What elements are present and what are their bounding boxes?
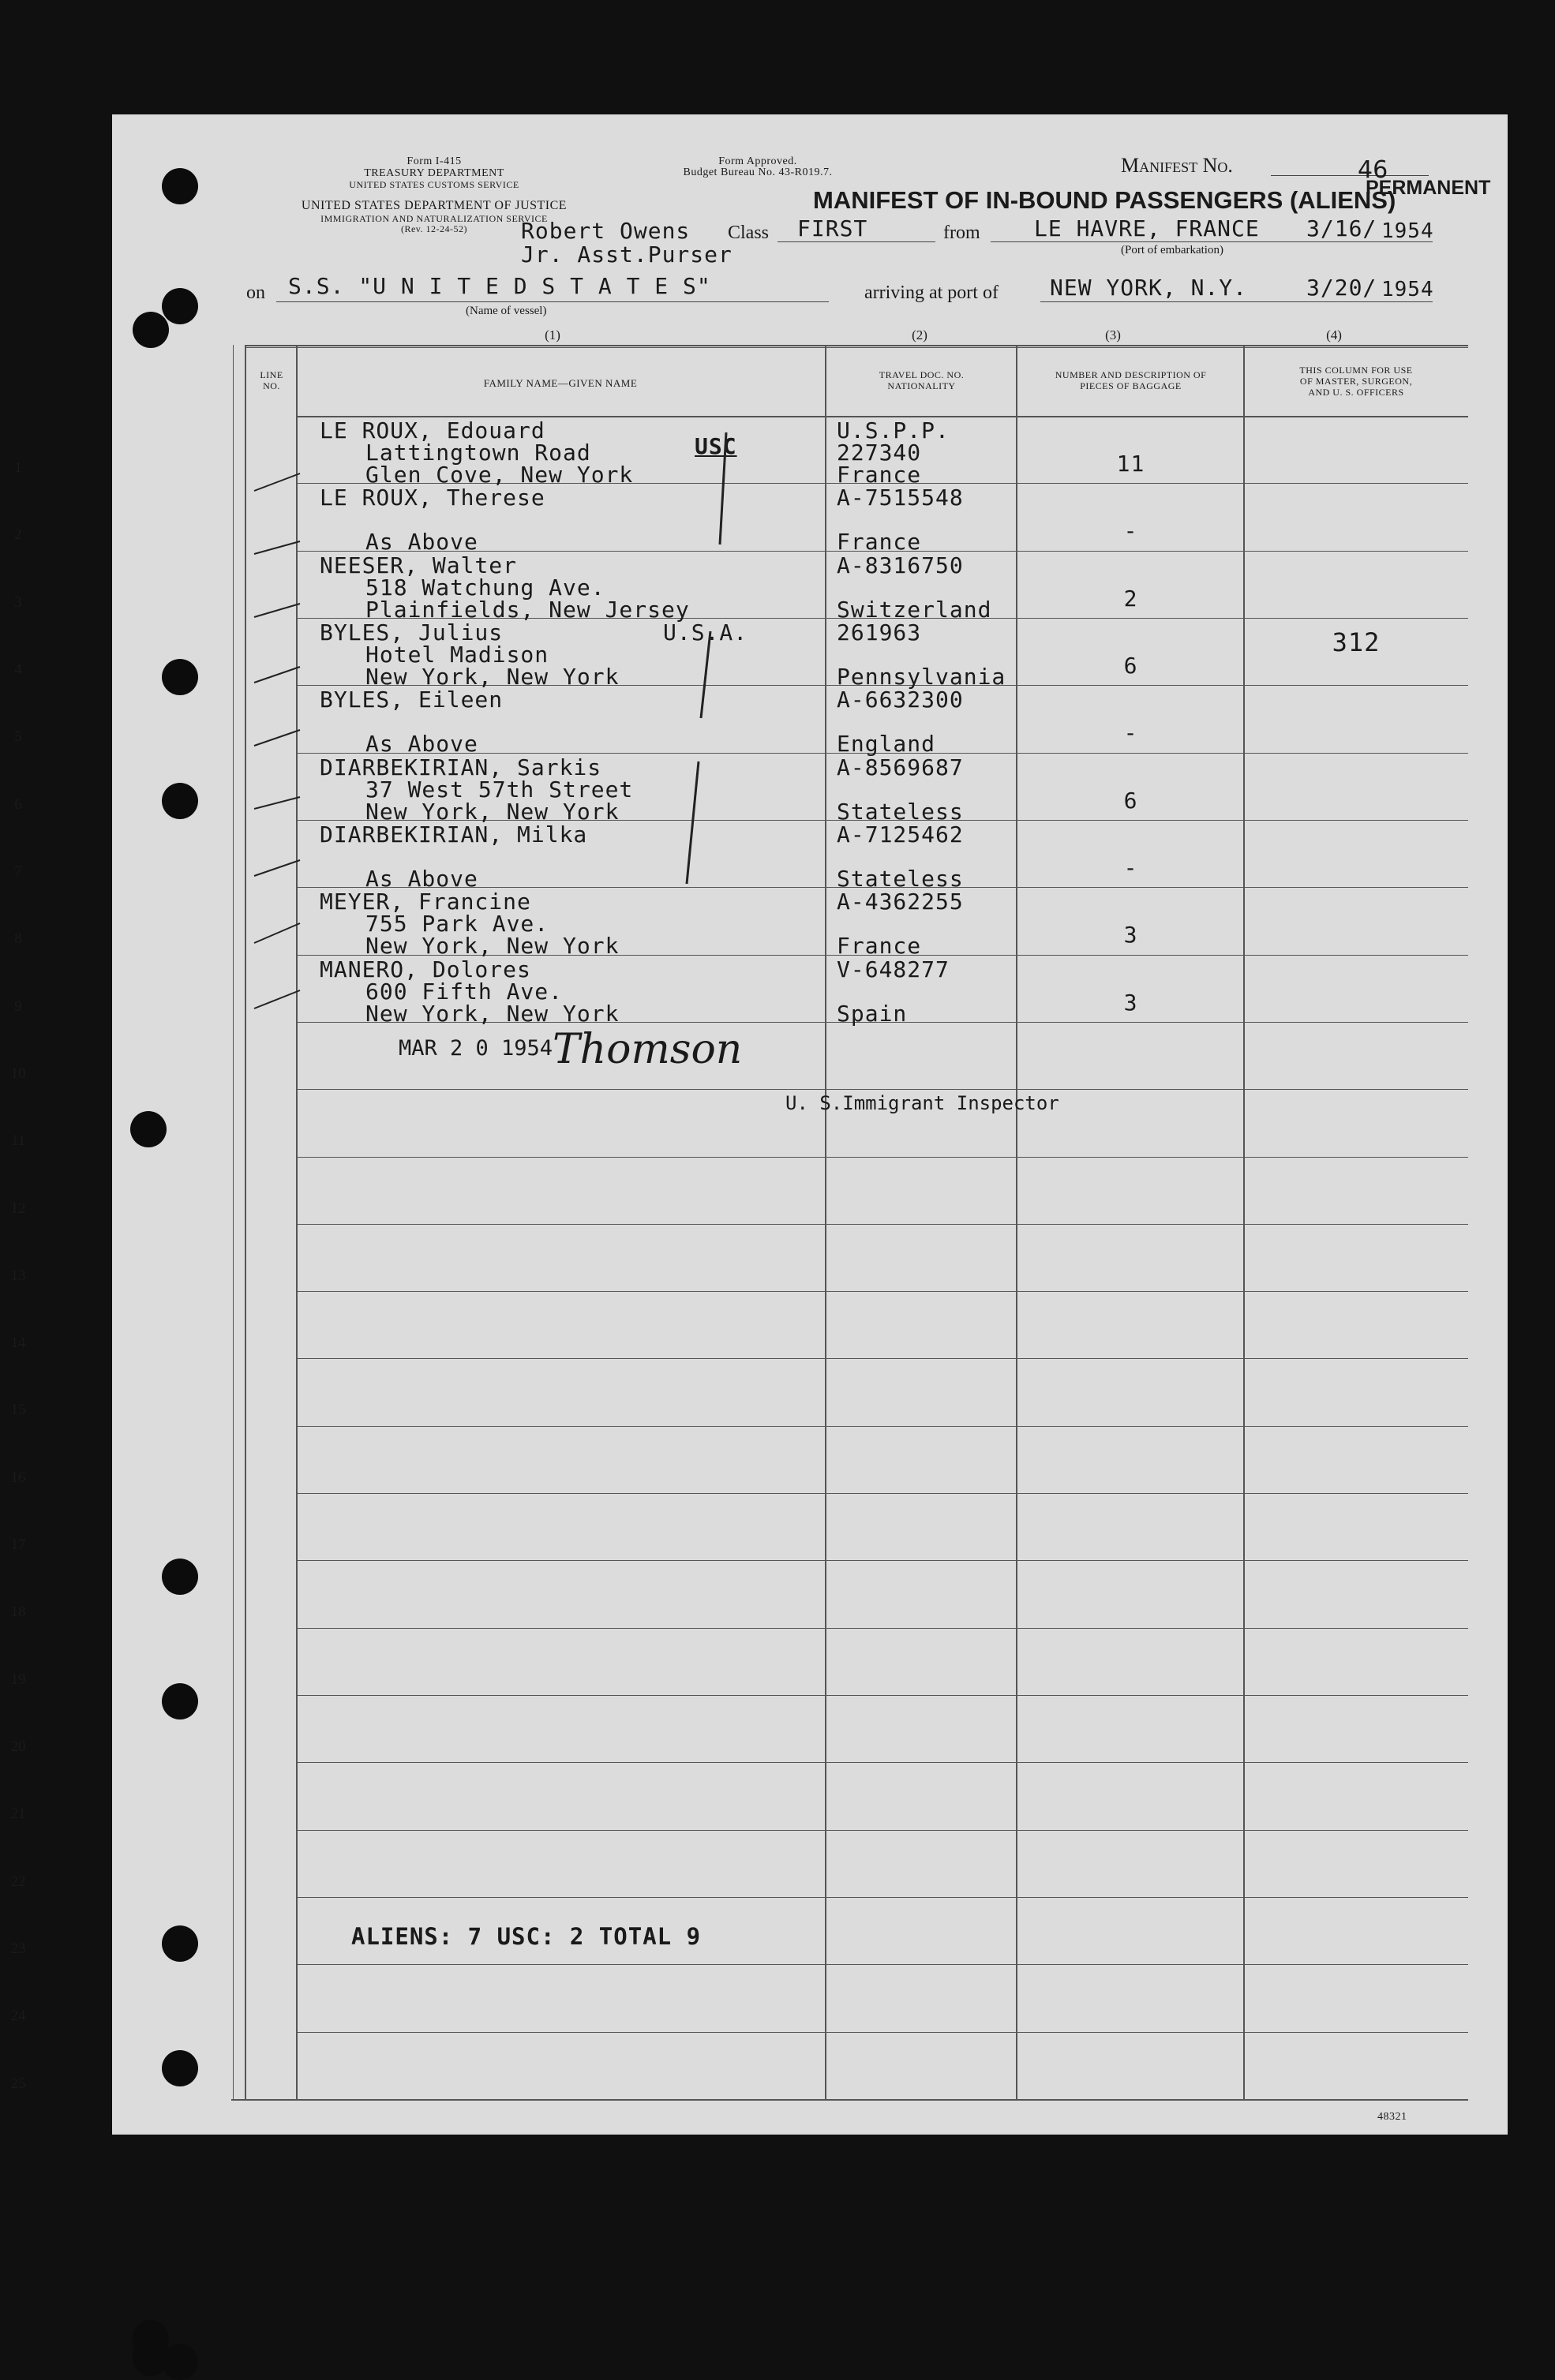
- form-number: Form I-415: [407, 155, 462, 167]
- nationality: France: [837, 933, 922, 960]
- passenger-name: BYLES, Julius: [320, 619, 504, 646]
- form-footer-number: 48321: [1377, 2111, 1407, 2123]
- check-marks: [237, 410, 1026, 1026]
- passenger-address-2: As Above: [365, 865, 478, 892]
- header-baggage: NUMBER AND DESCRIPTION OF PIECES OF BAGGAGE: [1055, 369, 1207, 391]
- nationality: Stateless: [837, 865, 964, 892]
- justice-dept: UNITED STATES DEPARTMENT OF JUSTICE: [301, 199, 568, 212]
- travel-doc-number: A-7125462: [837, 821, 964, 848]
- line-number: 13: [10, 1267, 26, 1284]
- line-number: 4: [14, 660, 22, 678]
- inspector-title: U. S.Immigrant Inspector: [785, 1092, 1059, 1114]
- line-number: 16: [10, 1469, 26, 1486]
- manifest-title: MANIFEST OF IN-BOUND PASSENGERS (ALIENS): [813, 186, 1396, 214]
- passenger-name: LE ROUX, Therese: [320, 485, 545, 511]
- line-number: 25: [10, 2075, 26, 2092]
- travel-doc-number-2: 227340: [837, 440, 922, 466]
- passenger-name: MEYER, Francine: [320, 889, 531, 915]
- binder-hole: [162, 2050, 198, 2086]
- line-number: 14: [10, 1334, 26, 1352]
- binder-hole: [133, 2320, 169, 2356]
- line-number: 1: [14, 459, 22, 476]
- purser-title: Jr. Asst.Purser: [521, 241, 733, 268]
- embark-port: LE HAVRE, FRANCE: [1034, 215, 1260, 241]
- passenger-address-1: 755 Park Ave.: [365, 911, 549, 937]
- binder-hole: [133, 312, 169, 348]
- arrival-date: 3/20/: [1306, 275, 1377, 301]
- binder-hole: [162, 1683, 198, 1720]
- budget-bureau: Budget Bureau No. 43-R019.7.: [683, 167, 833, 178]
- line-number: 2: [14, 526, 22, 544]
- treasury-dept: TREASURY DEPARTMENT: [364, 167, 504, 179]
- nationality: Spain: [837, 1000, 908, 1027]
- passenger-address-2: New York, New York: [365, 1000, 620, 1027]
- header-travel-doc: TRAVEL DOC. NO. NATIONALITY: [879, 369, 965, 391]
- line-number: 20: [10, 1738, 26, 1756]
- vessel-name: S.S. "U N I T E D S T A T E S": [288, 273, 711, 299]
- passenger-address-2: As Above: [365, 529, 478, 556]
- baggage-count: 6: [1123, 652, 1138, 679]
- nationality: Stateless: [837, 798, 964, 825]
- travel-doc-number: A-4362255: [837, 889, 964, 915]
- nationality: France: [837, 462, 922, 488]
- baggage-count: 6: [1123, 787, 1138, 814]
- class-value: FIRST: [797, 215, 868, 241]
- binder-hole: [162, 1559, 198, 1595]
- baggage-count: 3: [1123, 922, 1138, 949]
- line-number: 23: [10, 1940, 26, 1958]
- manifest-number: 46: [1358, 156, 1388, 184]
- binder-hole: [162, 783, 198, 819]
- passenger-name: NEESER, Walter: [320, 552, 518, 578]
- passenger-address-1: Lattingtown Road: [365, 440, 591, 466]
- header-name: FAMILY NAME—GIVEN NAME: [483, 377, 638, 389]
- binder-hole: [162, 168, 198, 204]
- embark-caption: (Port of embarkation): [1121, 244, 1223, 256]
- nationality: Pennsylvania: [837, 663, 1006, 690]
- inspection-date-stamp: MAR 2 0 1954: [399, 1036, 553, 1061]
- binder-hole: [162, 288, 198, 324]
- on-label: on: [246, 283, 265, 303]
- passenger-address-2: New York, New York: [365, 663, 620, 690]
- citizenship-note: USC: [695, 433, 737, 459]
- binder-hole: [162, 659, 198, 695]
- nationality: France: [837, 529, 922, 556]
- passenger-address-2: Glen Cove, New York: [365, 462, 634, 488]
- baggage-count: 3: [1123, 989, 1138, 1016]
- line-number: 6: [14, 795, 22, 813]
- passenger-name: MANERO, Dolores: [320, 956, 531, 982]
- passenger-address-1: Hotel Madison: [365, 641, 549, 668]
- passenger-address-1: 600 Fifth Ave.: [365, 978, 564, 1005]
- class-label: Class: [728, 223, 770, 243]
- passenger-summary: ALIENS: 7 USC: 2 TOTAL 9: [351, 1923, 702, 1950]
- permanent-stamp: PERMANENT: [1366, 177, 1491, 199]
- col-no-3: (3): [1105, 327, 1121, 342]
- travel-doc-number: A-8569687: [837, 754, 964, 780]
- passenger-name: DIARBEKIRIAN, Sarkis: [320, 754, 602, 780]
- line-number: 21: [10, 1806, 26, 1823]
- col-no-4: (4): [1326, 327, 1342, 342]
- nationality: Switzerland: [837, 596, 992, 623]
- line-number: 8: [14, 930, 22, 948]
- form-approved: Form Approved.: [718, 155, 797, 167]
- purser-name: Robert Owens: [521, 218, 691, 244]
- header-officers: THIS COLUMN FOR USE OF MASTER, SURGEON, AND U. S. OFFICERS: [1299, 365, 1413, 398]
- arriving-label: arriving at port of: [864, 283, 999, 303]
- travel-doc-number: A-6632300: [837, 687, 964, 713]
- baggage-count: 11: [1116, 451, 1145, 477]
- line-number: 12: [10, 1199, 26, 1217]
- customs-service: UNITED STATES CUSTOMS SERVICE: [349, 179, 519, 190]
- binder-hole: [130, 1111, 167, 1147]
- line-number: 19: [10, 1671, 26, 1688]
- passenger-name: BYLES, Eileen: [320, 687, 504, 713]
- arrival-year: 1954: [1381, 278, 1434, 301]
- line-number: 22: [10, 1873, 26, 1890]
- travel-doc-number: U.S.P.P.: [837, 417, 950, 443]
- travel-doc-number: A-8316750: [837, 552, 964, 578]
- passenger-address-1: 518 Watchung Ave.: [365, 574, 605, 601]
- vessel-caption: (Name of vessel): [466, 305, 547, 317]
- binder-hole: [162, 1925, 198, 1962]
- baggage-count: 2: [1123, 585, 1138, 612]
- line-number: 15: [10, 1401, 26, 1419]
- inspector-signature: Thomson: [553, 1026, 743, 1073]
- line-number: 17: [10, 1536, 26, 1554]
- col-no-2: (2): [912, 327, 927, 342]
- passenger-name: LE ROUX, Edouard: [320, 417, 545, 443]
- baggage-count: -: [1123, 518, 1138, 544]
- officer-notation: 312: [1332, 627, 1381, 657]
- line-number: 11: [10, 1132, 26, 1150]
- from-label: from: [943, 223, 980, 243]
- baggage-count: -: [1123, 854, 1138, 881]
- passenger-address-2: New York, New York: [365, 798, 620, 825]
- revision: (Rev. 12-24-52): [400, 223, 468, 234]
- header-line-no: LINE NO.: [260, 369, 283, 391]
- passenger-name: DIARBEKIRIAN, Milka: [320, 821, 588, 848]
- line-number: 9: [14, 997, 22, 1015]
- line-number: 10: [10, 1065, 26, 1082]
- line-number: 18: [10, 1604, 26, 1621]
- line-number: 24: [10, 2008, 26, 2025]
- passenger-address-2: New York, New York: [365, 933, 620, 960]
- ins-service: IMMIGRATION AND NATURALIZATION SERVICE: [320, 213, 548, 224]
- col-no-1: (1): [545, 327, 560, 342]
- embark-date: 3/16/: [1306, 215, 1377, 241]
- line-number: 7: [14, 863, 22, 880]
- travel-doc-number: A-7515548: [837, 485, 964, 511]
- nationality: England: [837, 731, 936, 758]
- line-number: 5: [14, 728, 22, 746]
- embark-year: 1954: [1381, 219, 1434, 243]
- citizenship-note: U.S.A.: [663, 619, 748, 646]
- arrival-port: NEW YORK, N.Y.: [1050, 275, 1248, 301]
- passenger-address-2: Plainfields, New Jersey: [365, 596, 690, 623]
- passenger-address-2: As Above: [365, 731, 478, 758]
- travel-doc-number: V-648277: [837, 956, 950, 982]
- passenger-address-1: 37 West 57th Street: [365, 776, 634, 803]
- travel-doc-number: 261963: [837, 619, 922, 646]
- manifest-no-label: Manifest No.: [1121, 154, 1233, 177]
- line-number: 3: [14, 593, 22, 611]
- baggage-count: -: [1123, 720, 1138, 747]
